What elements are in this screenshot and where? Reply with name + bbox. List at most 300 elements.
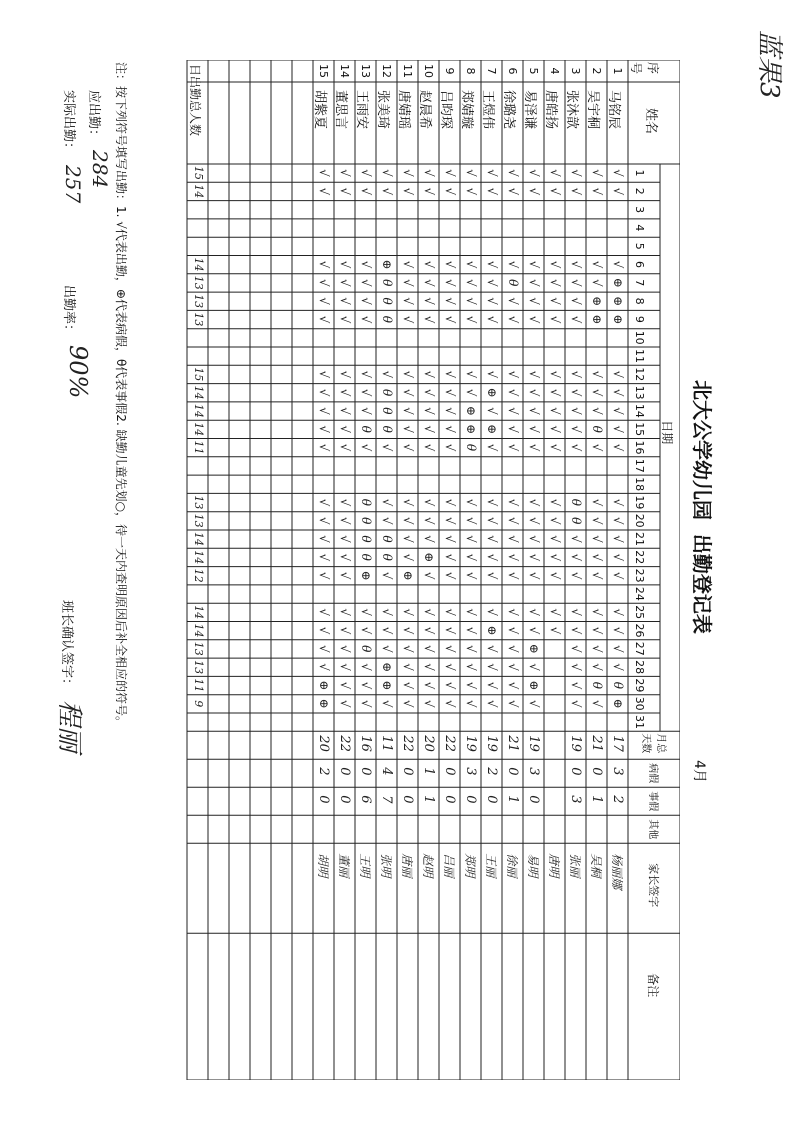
attendance-mark: √ bbox=[506, 699, 520, 708]
attendance-mark: √ bbox=[443, 535, 457, 543]
attendance-mark: √ bbox=[506, 297, 520, 305]
attendance-mark: θ bbox=[380, 553, 394, 561]
attendance-mark: √ bbox=[317, 626, 331, 635]
attendance-mark: √ bbox=[611, 644, 625, 653]
day-number: 6 bbox=[633, 261, 646, 268]
attendance-mark: √ bbox=[359, 297, 373, 305]
attendance-mark: θ bbox=[359, 535, 373, 543]
personal-header: 事假 bbox=[647, 791, 658, 812]
attendance-mark: √ bbox=[569, 407, 583, 415]
attendance-mark: √ bbox=[548, 169, 562, 177]
attendance-mark: √ bbox=[443, 169, 457, 177]
attendance-mark: √ bbox=[443, 407, 457, 415]
attendance-mark: √ bbox=[527, 315, 541, 324]
row-seq: 3 bbox=[569, 67, 582, 75]
attendance-mark: √ bbox=[548, 315, 562, 324]
attendance-mark: √ bbox=[569, 169, 583, 177]
attendance-mark: √ bbox=[443, 297, 457, 305]
attendance-mark: √ bbox=[569, 388, 583, 397]
attendance-mark: √ bbox=[506, 553, 520, 562]
row-name: 张美琦 bbox=[375, 90, 390, 130]
attendance-mark: √ bbox=[338, 699, 352, 708]
attendance-mark: √ bbox=[422, 571, 436, 580]
attendance-mark: √ bbox=[527, 278, 541, 287]
attendance-mark: √ bbox=[317, 370, 331, 379]
attendance-mark: √ bbox=[464, 663, 478, 671]
attendance-mark: √ bbox=[506, 626, 520, 635]
row-personal: 1 bbox=[589, 795, 604, 804]
attendance-mark: θ bbox=[380, 535, 394, 543]
day-number: 24 bbox=[633, 586, 646, 601]
should-attend-label: 应出勤： bbox=[86, 90, 101, 143]
row-parent-sign: 吴桐 bbox=[589, 853, 603, 878]
attendance-mark: √ bbox=[548, 443, 562, 452]
attendance-mark: √ bbox=[401, 315, 415, 324]
attendance-mark: √ bbox=[359, 315, 373, 324]
attendance-mark: √ bbox=[548, 370, 562, 379]
attendance-mark: √ bbox=[401, 644, 415, 653]
daily-total-value: 11 bbox=[192, 440, 205, 455]
row-sick: 0 bbox=[505, 767, 520, 776]
attendance-mark: √ bbox=[506, 315, 520, 324]
attendance-mark: √ bbox=[422, 681, 436, 690]
attendance-mark: √ bbox=[485, 443, 499, 452]
attendance-mark: √ bbox=[527, 608, 541, 617]
attendance-mark: √ bbox=[527, 443, 541, 452]
parent-sign-header: 家长签字 bbox=[647, 863, 660, 908]
day-number: 5 bbox=[633, 242, 646, 250]
attendance-mark: √ bbox=[443, 608, 457, 617]
attendance-mark: √ bbox=[443, 443, 457, 452]
attendance-mark: √ bbox=[464, 169, 478, 177]
row-name: 王雨安 bbox=[354, 90, 369, 130]
row-month-total: 19 bbox=[484, 735, 499, 752]
attendance-mark: √ bbox=[506, 187, 520, 196]
attendance-mark: √ bbox=[401, 425, 415, 434]
attendance-mark: √ bbox=[317, 663, 331, 671]
daily-total-value: 13 bbox=[192, 312, 205, 327]
attendance-mark: √ bbox=[317, 169, 331, 177]
row-personal: 0 bbox=[400, 795, 415, 804]
attendance-mark: √ bbox=[590, 498, 604, 507]
attendance-mark: √ bbox=[548, 498, 562, 507]
attendance-mark: √ bbox=[422, 187, 436, 196]
attendance-mark: θ bbox=[359, 425, 373, 433]
attendance-mark: √ bbox=[569, 663, 583, 671]
attendance-mark: √ bbox=[548, 187, 562, 196]
day-number: 17 bbox=[633, 458, 646, 473]
actual-attend-label: 实际出勤： bbox=[61, 90, 76, 156]
attendance-mark: √ bbox=[506, 169, 520, 177]
attendance-mark: √ bbox=[443, 498, 457, 507]
attendance-mark: √ bbox=[422, 608, 436, 617]
legend-note: 注：按下列符号填写出勤：1. √代表出勤，⊕代表病假，θ代表事假2. 缺勤儿童先划○，待一天内查明原因后补全相应的符号。 bbox=[114, 62, 128, 729]
attendance-mark: θ bbox=[359, 517, 373, 525]
row-month-total: 11 bbox=[379, 735, 394, 752]
attendance-mark: √ bbox=[485, 407, 499, 415]
row-sick: 3 bbox=[526, 767, 541, 776]
row-sick: 0 bbox=[568, 767, 583, 776]
attendance-mark: √ bbox=[548, 571, 562, 580]
sick-header: 病假 bbox=[647, 763, 658, 784]
row-personal: 1 bbox=[505, 795, 520, 804]
attendance-mark: √ bbox=[590, 626, 604, 635]
attendance-mark: √ bbox=[401, 608, 415, 617]
attendance-mark: √ bbox=[527, 407, 541, 415]
attendance-mark: √ bbox=[401, 498, 415, 507]
row-seq: 15 bbox=[317, 64, 330, 78]
row-month-total: 21 bbox=[505, 735, 520, 752]
attendance-mark: θ bbox=[380, 279, 394, 287]
daily-total-value: 14 bbox=[192, 623, 205, 638]
attendance-mark: √ bbox=[422, 260, 436, 269]
attendance-mark: √ bbox=[569, 278, 583, 287]
attendance-mark: √ bbox=[611, 169, 625, 177]
attendance-mark: ⊕ bbox=[527, 680, 541, 691]
row-personal: 0 bbox=[526, 795, 541, 804]
attendance-mark: √ bbox=[611, 388, 625, 397]
row-parent-sign: 杨丽娜 bbox=[610, 853, 624, 890]
date-header: 日期 bbox=[660, 420, 674, 445]
day-number: 21 bbox=[633, 532, 646, 546]
attendance-mark: √ bbox=[338, 516, 352, 525]
attendance-mark: √ bbox=[464, 388, 478, 397]
attendance-mark: √ bbox=[380, 498, 394, 507]
attendance-mark: √ bbox=[359, 260, 373, 269]
attendance-mark: √ bbox=[317, 516, 331, 525]
row-sick: 4 bbox=[379, 767, 394, 776]
attendance-mark: √ bbox=[380, 169, 394, 177]
attendance-mark: √ bbox=[359, 608, 373, 617]
row-parent-sign: 易明 bbox=[526, 853, 540, 878]
row-seq: 5 bbox=[527, 67, 540, 75]
attendance-mark: √ bbox=[359, 370, 373, 379]
attendance-mark: θ bbox=[569, 498, 583, 506]
name-header: 姓名 bbox=[643, 108, 658, 135]
attendance-mark: √ bbox=[569, 187, 583, 196]
daily-total-value: 15 bbox=[192, 367, 205, 382]
row-parent-sign: 王明 bbox=[358, 853, 372, 878]
row-month-total: 19 bbox=[568, 735, 583, 752]
attendance-mark: √ bbox=[506, 663, 520, 671]
attendance-mark: ⊕ bbox=[611, 296, 625, 307]
attendance-mark: √ bbox=[443, 699, 457, 708]
attendance-mark: √ bbox=[464, 187, 478, 196]
seq-header: 序号 bbox=[629, 62, 660, 75]
attendance-mark: √ bbox=[569, 699, 583, 708]
attendance-mark: √ bbox=[527, 370, 541, 379]
row-name: 吕昀琛 bbox=[438, 90, 453, 130]
attendance-mark: √ bbox=[569, 425, 583, 434]
attendance-mark: √ bbox=[569, 553, 583, 562]
daily-total-value: 14 bbox=[192, 257, 205, 272]
row-seq: 6 bbox=[506, 67, 519, 75]
attendance-mark: √ bbox=[527, 571, 541, 580]
attendance-mark: √ bbox=[485, 260, 499, 269]
day-number: 10 bbox=[633, 330, 646, 345]
row-seq: 7 bbox=[485, 67, 498, 75]
attendance-mark: √ bbox=[464, 315, 478, 324]
attendance-mark: √ bbox=[611, 553, 625, 562]
attendance-mark: √ bbox=[464, 644, 478, 653]
attendance-mark: √ bbox=[443, 681, 457, 690]
row-seq: 12 bbox=[380, 64, 393, 78]
attendance-mark: √ bbox=[569, 315, 583, 324]
attendance-mark: √ bbox=[317, 278, 331, 287]
should-attend-value: 284 bbox=[88, 150, 112, 189]
row-sick: 0 bbox=[442, 767, 457, 776]
row-seq: 11 bbox=[401, 64, 414, 78]
attendance-mark: √ bbox=[422, 644, 436, 653]
attendance-mark: √ bbox=[569, 626, 583, 635]
row-month-total: 22 bbox=[400, 735, 415, 752]
attendance-mark: ⊕ bbox=[611, 698, 625, 709]
attendance-mark: √ bbox=[611, 571, 625, 580]
attendance-mark: √ bbox=[317, 608, 331, 617]
attendance-mark: √ bbox=[590, 278, 604, 287]
attendance-mark: √ bbox=[506, 498, 520, 507]
attendance-mark: √ bbox=[527, 498, 541, 507]
attendance-mark: ⊕ bbox=[485, 424, 499, 435]
row-month-total: 19 bbox=[526, 735, 541, 752]
attendance-mark: √ bbox=[338, 370, 352, 379]
attendance-mark: √ bbox=[569, 443, 583, 452]
day-number: 30 bbox=[633, 696, 646, 711]
attendance-mark: √ bbox=[611, 187, 625, 196]
daily-total-value: 14 bbox=[192, 550, 205, 565]
attendance-mark: √ bbox=[611, 663, 625, 671]
attendance-mark: √ bbox=[338, 663, 352, 671]
attendance-mark: √ bbox=[506, 260, 520, 269]
row-name: 赵晨希 bbox=[417, 90, 432, 130]
row-sick: 0 bbox=[358, 767, 373, 776]
row-month-total: 20 bbox=[316, 735, 331, 752]
daily-total-value: 13 bbox=[192, 275, 205, 290]
row-parent-sign: 张丽 bbox=[568, 853, 582, 878]
attendance-mark: √ bbox=[527, 260, 541, 269]
actual-attend-value: 257 bbox=[61, 165, 85, 204]
attendance-mark: √ bbox=[590, 571, 604, 580]
attendance-mark: √ bbox=[443, 187, 457, 196]
attendance-mark: √ bbox=[527, 388, 541, 397]
day-number: 28 bbox=[633, 660, 646, 675]
day-number: 9 bbox=[633, 315, 646, 323]
row-name: 唐婧瑶 bbox=[396, 90, 411, 130]
month-label: 4月 bbox=[691, 760, 707, 783]
row-sick: 2 bbox=[316, 767, 331, 776]
attendance-mark: √ bbox=[506, 535, 520, 543]
attendance-mark: √ bbox=[422, 297, 436, 305]
row-seq: 4 bbox=[548, 67, 561, 75]
row-name: 马铭辰 bbox=[606, 90, 621, 130]
row-parent-sign: 王丽 bbox=[484, 853, 498, 878]
attendance-mark: √ bbox=[590, 443, 604, 452]
attendance-mark: √ bbox=[422, 516, 436, 525]
attendance-mark: √ bbox=[464, 498, 478, 507]
attendance-mark: √ bbox=[401, 278, 415, 287]
row-seq: 10 bbox=[422, 64, 435, 78]
attendance-mark: √ bbox=[338, 169, 352, 177]
attendance-mark: √ bbox=[317, 644, 331, 653]
attendance-mark: √ bbox=[317, 571, 331, 580]
row-month-total: 20 bbox=[421, 735, 436, 752]
row-name: 董思言 bbox=[333, 90, 348, 130]
day-number: 19 bbox=[633, 495, 646, 510]
row-month-total: 16 bbox=[358, 735, 373, 752]
other-header: 其他 bbox=[647, 819, 658, 840]
attendance-mark: √ bbox=[569, 297, 583, 305]
attendance-mark: √ bbox=[590, 169, 604, 177]
attendance-mark: √ bbox=[443, 626, 457, 635]
attendance-mark: √ bbox=[338, 187, 352, 196]
attendance-mark: θ bbox=[359, 498, 373, 506]
row-name: 吴宇桐 bbox=[585, 90, 600, 130]
attendance-mark: √ bbox=[359, 407, 373, 415]
attendance-mark: √ bbox=[443, 644, 457, 653]
attendance-mark: √ bbox=[317, 315, 331, 324]
row-sick: 3 bbox=[610, 767, 625, 776]
row-personal: 2 bbox=[610, 795, 625, 804]
row-seq: 14 bbox=[338, 64, 351, 78]
attendance-mark: √ bbox=[401, 626, 415, 635]
attendance-mark: √ bbox=[611, 608, 625, 617]
monitor-sign-label: 班长确认签字： bbox=[59, 600, 74, 692]
attendance-mark: √ bbox=[338, 626, 352, 635]
row-personal: 0 bbox=[463, 795, 478, 804]
day-number: 26 bbox=[633, 623, 646, 638]
attendance-mark: √ bbox=[401, 681, 415, 690]
attendance-mark: √ bbox=[464, 699, 478, 708]
attendance-mark: √ bbox=[569, 260, 583, 269]
attendance-mark: θ bbox=[380, 407, 394, 415]
attendance-mark: √ bbox=[401, 260, 415, 269]
attendance-mark: √ bbox=[506, 516, 520, 525]
attendance-mark: θ bbox=[380, 425, 394, 433]
row-seq: 8 bbox=[464, 67, 477, 75]
attendance-mark: √ bbox=[338, 443, 352, 452]
attendance-mark: √ bbox=[464, 535, 478, 543]
attendance-mark: √ bbox=[485, 535, 499, 543]
attendance-mark: √ bbox=[527, 626, 541, 635]
attendance-mark: √ bbox=[359, 388, 373, 397]
attendance-mark: √ bbox=[401, 535, 415, 543]
day-number: 4 bbox=[633, 224, 646, 232]
attendance-mark: √ bbox=[485, 315, 499, 324]
attendance-mark: √ bbox=[338, 608, 352, 617]
row-personal: 0 bbox=[316, 795, 331, 804]
attendance-mark: θ bbox=[380, 315, 394, 323]
attendance-mark: √ bbox=[548, 516, 562, 525]
daily-total-value: 14 bbox=[192, 385, 205, 400]
attendance-mark: √ bbox=[611, 516, 625, 525]
attendance-mark: √ bbox=[422, 699, 436, 708]
attendance-mark: √ bbox=[422, 315, 436, 324]
daily-total-value: 14 bbox=[192, 422, 205, 437]
row-name: 张沐歆 bbox=[564, 90, 579, 130]
day-number: 1 bbox=[633, 169, 646, 177]
row-name: 郑婧璇 bbox=[459, 90, 474, 130]
attendance-mark: ⊕ bbox=[380, 259, 394, 270]
attendance-mark: √ bbox=[527, 169, 541, 177]
attendance-mark: √ bbox=[590, 663, 604, 671]
row-name: 胡紫夏 bbox=[312, 90, 327, 130]
attendance-mark: √ bbox=[527, 553, 541, 562]
daily-total-value: 13 bbox=[192, 660, 205, 675]
attendance-mark: √ bbox=[464, 571, 478, 580]
row-personal: 0 bbox=[442, 795, 457, 804]
row-parent-sign: 赵明 bbox=[421, 853, 435, 878]
row-name: 唐皓扬 bbox=[543, 90, 558, 130]
attendance-mark: √ bbox=[485, 297, 499, 305]
attendance-mark: √ bbox=[569, 644, 583, 653]
attendance-mark: √ bbox=[548, 388, 562, 397]
attendance-mark: √ bbox=[401, 699, 415, 708]
attendance-mark: √ bbox=[443, 571, 457, 580]
attendance-mark: √ bbox=[611, 407, 625, 415]
attendance-mark: √ bbox=[548, 297, 562, 305]
attendance-mark: ⊕ bbox=[380, 680, 394, 691]
attendance-mark: √ bbox=[401, 407, 415, 415]
attendance-mark: √ bbox=[359, 278, 373, 287]
attendance-mark: √ bbox=[464, 297, 478, 305]
daily-total-value: 14 bbox=[192, 532, 205, 546]
day-number: 11 bbox=[633, 349, 646, 363]
attendance-mark: √ bbox=[422, 407, 436, 415]
attendance-mark: √ bbox=[359, 626, 373, 635]
day-number: 23 bbox=[633, 568, 646, 583]
row-parent-sign: 唐明 bbox=[547, 853, 561, 878]
attendance-mark: √ bbox=[590, 699, 604, 708]
day-number: 29 bbox=[633, 678, 646, 693]
attendance-mark: √ bbox=[527, 297, 541, 305]
attendance-mark: √ bbox=[590, 535, 604, 543]
remarks-header: 备注 bbox=[646, 973, 660, 998]
attendance-mark: √ bbox=[317, 388, 331, 397]
attendance-mark: √ bbox=[506, 681, 520, 690]
attendance-mark: √ bbox=[569, 608, 583, 617]
attendance-mark: √ bbox=[485, 553, 499, 562]
attendance-mark: √ bbox=[380, 626, 394, 635]
row-parent-sign: 郑明 bbox=[463, 853, 477, 878]
attendance-mark: √ bbox=[548, 425, 562, 434]
attendance-mark: √ bbox=[422, 425, 436, 434]
attendance-mark: √ bbox=[590, 516, 604, 525]
attendance-mark: ⊕ bbox=[611, 277, 625, 288]
attendance-mark: √ bbox=[338, 260, 352, 269]
attendance-mark: √ bbox=[485, 608, 499, 617]
attendance-mark: √ bbox=[485, 571, 499, 580]
attendance-mark: √ bbox=[506, 644, 520, 653]
attendance-mark: √ bbox=[338, 425, 352, 434]
day-number: 14 bbox=[633, 403, 646, 418]
attendance-mark: √ bbox=[569, 370, 583, 379]
attendance-mark: θ bbox=[359, 553, 373, 561]
attendance-mark: √ bbox=[380, 370, 394, 379]
attendance-mark: √ bbox=[548, 553, 562, 562]
attendance-mark: √ bbox=[527, 516, 541, 525]
row-name: 易泽谦 bbox=[522, 90, 537, 130]
daily-total-value: 13 bbox=[192, 641, 205, 656]
attendance-mark: √ bbox=[317, 407, 331, 415]
attendance-mark: √ bbox=[338, 681, 352, 690]
attendance-mark: √ bbox=[317, 498, 331, 507]
day-number: 25 bbox=[633, 605, 646, 620]
attendance-mark: √ bbox=[359, 681, 373, 690]
daily-total-label: 日出勤总人数 bbox=[188, 64, 202, 137]
day-number: 31 bbox=[633, 715, 646, 729]
attendance-mark: √ bbox=[485, 498, 499, 507]
day-number: 22 bbox=[633, 550, 646, 565]
